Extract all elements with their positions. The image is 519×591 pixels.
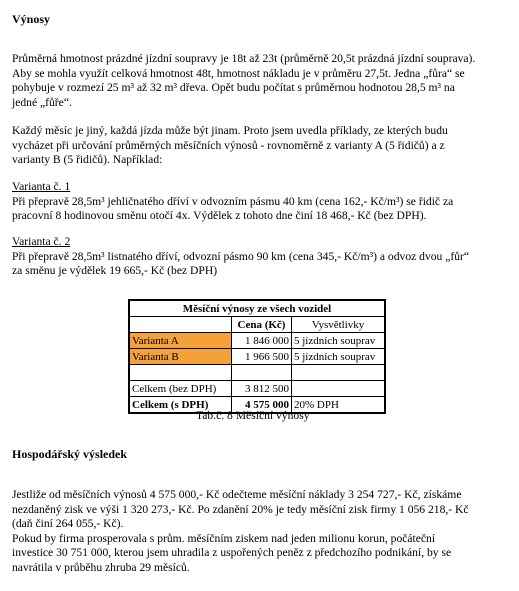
total-no-vat-label: Celkem (bez DPH) [129,381,232,397]
text-line: Při přepravě 28,5m³ listnatého dříví, odvozní pásmo 90 km (cena 345,- Kč/m³) a odvoz dvou „fůr“ [12,249,470,263]
row-price: 1 846 000 [232,333,292,349]
text-line: pohybuje v rozmezí 25 m³ až 32 m³ dřeva. Opět budu počítat s průměrnou hodnotou 28,5 m³ na [12,81,455,95]
variant-a-block [12,180,453,224]
row-label: Varianta A [129,333,232,349]
total-vat-label: Celkem (s DPH) [129,397,232,414]
total-no-vat-value: 3 812 500 [232,381,292,397]
text-line: za směnu je výdělek 19 665,- Kč (bez DPH) [12,264,218,278]
table-row [129,333,385,349]
text-line: navrátila v průběhu zhruba 29 měsíců. [12,560,190,574]
row-label: Varianta B [129,349,232,365]
text-line: jedné „fůře“. [12,95,72,109]
monthly-revenue-table [128,299,386,414]
variant-a-title: Varianta č. 1 [12,180,71,193]
text-line: Jestliže od měsíčních výnosů 4 575 000,- Kč odečteme měsíční náklady 3 254 727,- Kč, získáme [12,488,462,501]
text-line: vycházet při určování průměrných měsíčních výnosů - rovnoměrně z varianty A (5 řidičů) a z [12,138,445,152]
text-line: pracovní 8 hodinovou směnu otočí 4x. Výdělek z tohoto dne činí 18 468,- Kč (bez DPH). [12,209,427,223]
text-line: Průměrná hmotnost prázdné jízdní soupravy je 18t až 23t (průměrně 20,5t prázdná jízdní souprava). [12,52,476,65]
table-row-total-no-vat [129,381,385,397]
text-line: investice 30 751 000, kterou jsem uhradila z uspořených peněz z předchozího podnikání, by se [12,546,452,560]
heading-result: Hospodářský výsledek [12,447,128,461]
variant-b-block [12,235,469,279]
table-header-price: Cena (Kč) [232,317,292,333]
row-note: 5 jízdních souprav [292,333,386,349]
paragraph-result [12,488,469,576]
row-price: 1 966 500 [232,349,292,365]
row-note: 5 jízdních souprav [292,349,386,365]
table-header-empty [129,317,232,333]
text-line: Při přepravě 28,5m³ jehličnatého dříví v odvozním pásmu 40 km (cena 162,- Kč/m³) se řidič za [12,194,454,208]
variant-b-title: Varianta č. 2 [12,235,71,248]
text-line: Pokud by firma prosperovala s prům. měsíčním ziskem nad jeden milionu korun, počáteční [12,531,436,545]
text-line: Aby se mohla využít celková hmotnost 48t, hmotnost nákladu je v průměru 27,5t. Jedna „fůra“ se [12,66,465,80]
text-line: varianty B (5 řidičů). Například: [12,153,163,167]
paragraph-examples [12,124,448,168]
total-no-vat-note [292,381,386,397]
text-line: (daň činí 264 055,- Kč). [12,517,124,531]
table-title: Měsíční výnosy ze všech vozidel [129,300,385,317]
text-line: nezdaněný zisk ve výši 1 320 273,- Kč. Po zdanění 20% je tedy měsíční zisk firmy 1 056 218,- Kč [12,502,469,516]
total-vat-value: 4 575 000 [232,397,292,414]
table-row-empty [129,365,385,381]
table-header-notes: Vysvětlivky [292,317,386,333]
total-vat-note: 20% DPH [292,397,386,414]
heading-vynosy: Výnosy [12,12,51,26]
table-caption: Tab.č. 8 Měsíční výnosy [196,409,310,422]
paragraph-intro [12,52,475,110]
text-line: Každý měsíc je jiný, každá jízda může být jinam. Proto jsem uvedla příklady, ze kterých budu [12,124,448,137]
table-row [129,349,385,365]
